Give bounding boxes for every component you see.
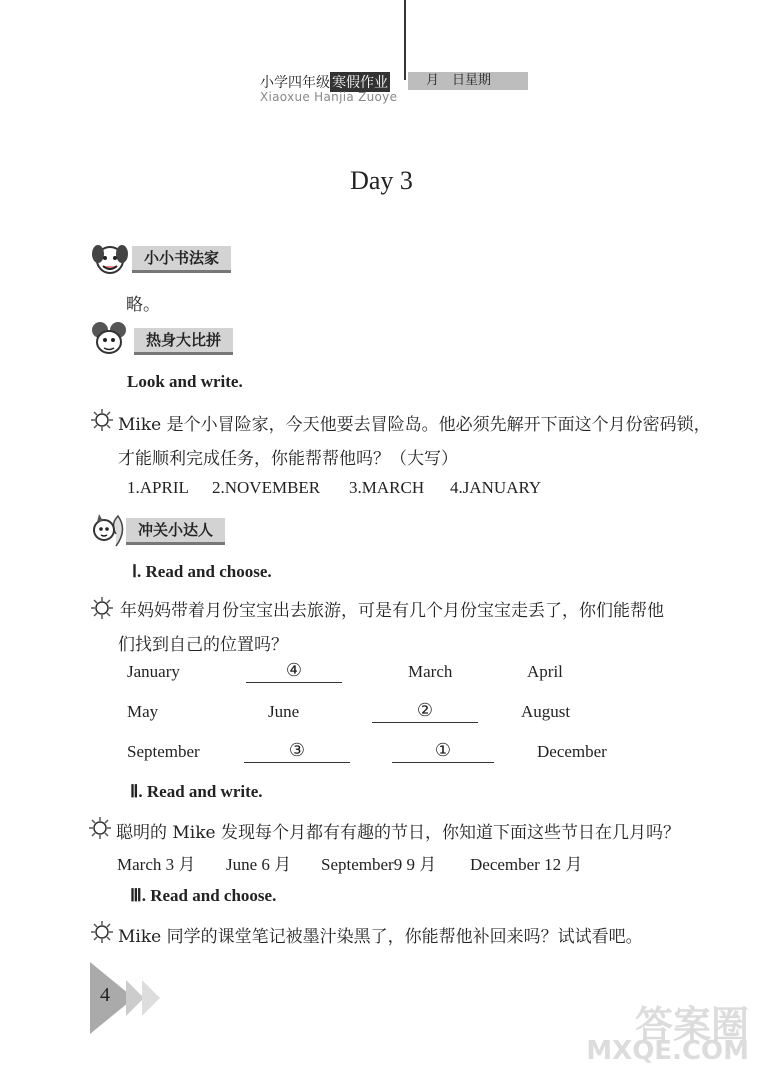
sun-icon xyxy=(90,920,114,944)
sun-icon xyxy=(90,596,114,620)
answer-blank: ② xyxy=(372,700,478,723)
part2-answer-3: September9 9 月 xyxy=(321,855,437,874)
month-cell: September xyxy=(127,742,200,761)
section2-answer-3: 3.MARCH xyxy=(349,478,425,497)
part2-answer-1: March 3 月 xyxy=(117,855,196,874)
section-banner-challenge: 冲关小达人 xyxy=(126,518,225,545)
part1-prompt-line1: 年妈妈带着月份宝宝出去旅游，可是有几个月份宝宝走丢了，你们能帮他 xyxy=(120,601,664,621)
month-cell: December xyxy=(537,742,607,761)
watermark-logo: 答案圈 xyxy=(634,1003,749,1047)
section2-answer-1: 1.APRIL xyxy=(127,478,189,497)
header-title xyxy=(260,72,390,92)
mouse-icon xyxy=(90,320,130,360)
part1-prompt-line2: 们找到自己的位置吗？ xyxy=(118,635,288,655)
section2-answer-4: 4.JANUARY xyxy=(450,478,542,497)
month-cell: August xyxy=(521,702,571,721)
section1-answer: 略。 xyxy=(126,295,160,315)
header-pinyin: Xiaoxue Hanjia Zuoye xyxy=(260,90,398,104)
section-banner-calligraphy: 小小书法家 xyxy=(132,246,231,273)
part1-instruction: Ⅰ. Read and choose. xyxy=(132,562,272,581)
dog-icon xyxy=(90,240,130,280)
header-divider xyxy=(404,0,406,80)
section2-answer-2: 2.NOVEMBER xyxy=(212,478,321,497)
part2-answer-2: June 6 月 xyxy=(226,855,292,874)
month-cell: March xyxy=(408,662,453,681)
part2-prompt: 聪明的 Mike 发现每个月都有有趣的节日，你知道下面这些节日在几月吗？ xyxy=(116,823,681,843)
header-title-boxed: 寒假作业 xyxy=(330,72,390,92)
part3-instruction: Ⅲ. Read and choose. xyxy=(130,886,277,905)
page-title: Day 3 xyxy=(350,166,413,195)
section2-prompt-line1: Mike 是个小冒险家，今天他要去冒险岛。他必须先解开下面这个月份密码锁， xyxy=(118,415,711,435)
section2-prompt-line2: 才能顺利完成任务，你能帮帮他吗？（大写） xyxy=(118,449,458,469)
month-cell: January xyxy=(127,662,180,681)
answer-blank: ③ xyxy=(244,740,350,763)
month-cell: May xyxy=(127,702,159,721)
part2-instruction: Ⅱ. Read and write. xyxy=(130,782,263,801)
answer-blank: ④ xyxy=(246,660,342,683)
answer-blank: ① xyxy=(392,740,494,763)
sun-icon xyxy=(90,408,114,432)
month-cell: June xyxy=(268,702,300,721)
section2-instruction: Look and write. xyxy=(127,372,243,391)
part3-prompt: Mike 同学的课堂笔记被墨汁染黑了，你能帮他补回来吗？试试看吧。 xyxy=(118,927,643,947)
sun-icon xyxy=(88,816,112,840)
page-number: 4 xyxy=(100,984,110,1006)
section-banner-warmup: 热身大比拼 xyxy=(134,328,233,355)
header-date-label: 月 日星期 xyxy=(408,72,528,90)
squirrel-icon xyxy=(88,510,128,550)
watermark-url: MXQE.COM xyxy=(586,1036,749,1066)
month-cell: April xyxy=(527,662,563,681)
part2-answer-4: December 12 月 xyxy=(470,855,583,874)
header-title-prefix: 小学四年级 xyxy=(260,75,330,91)
